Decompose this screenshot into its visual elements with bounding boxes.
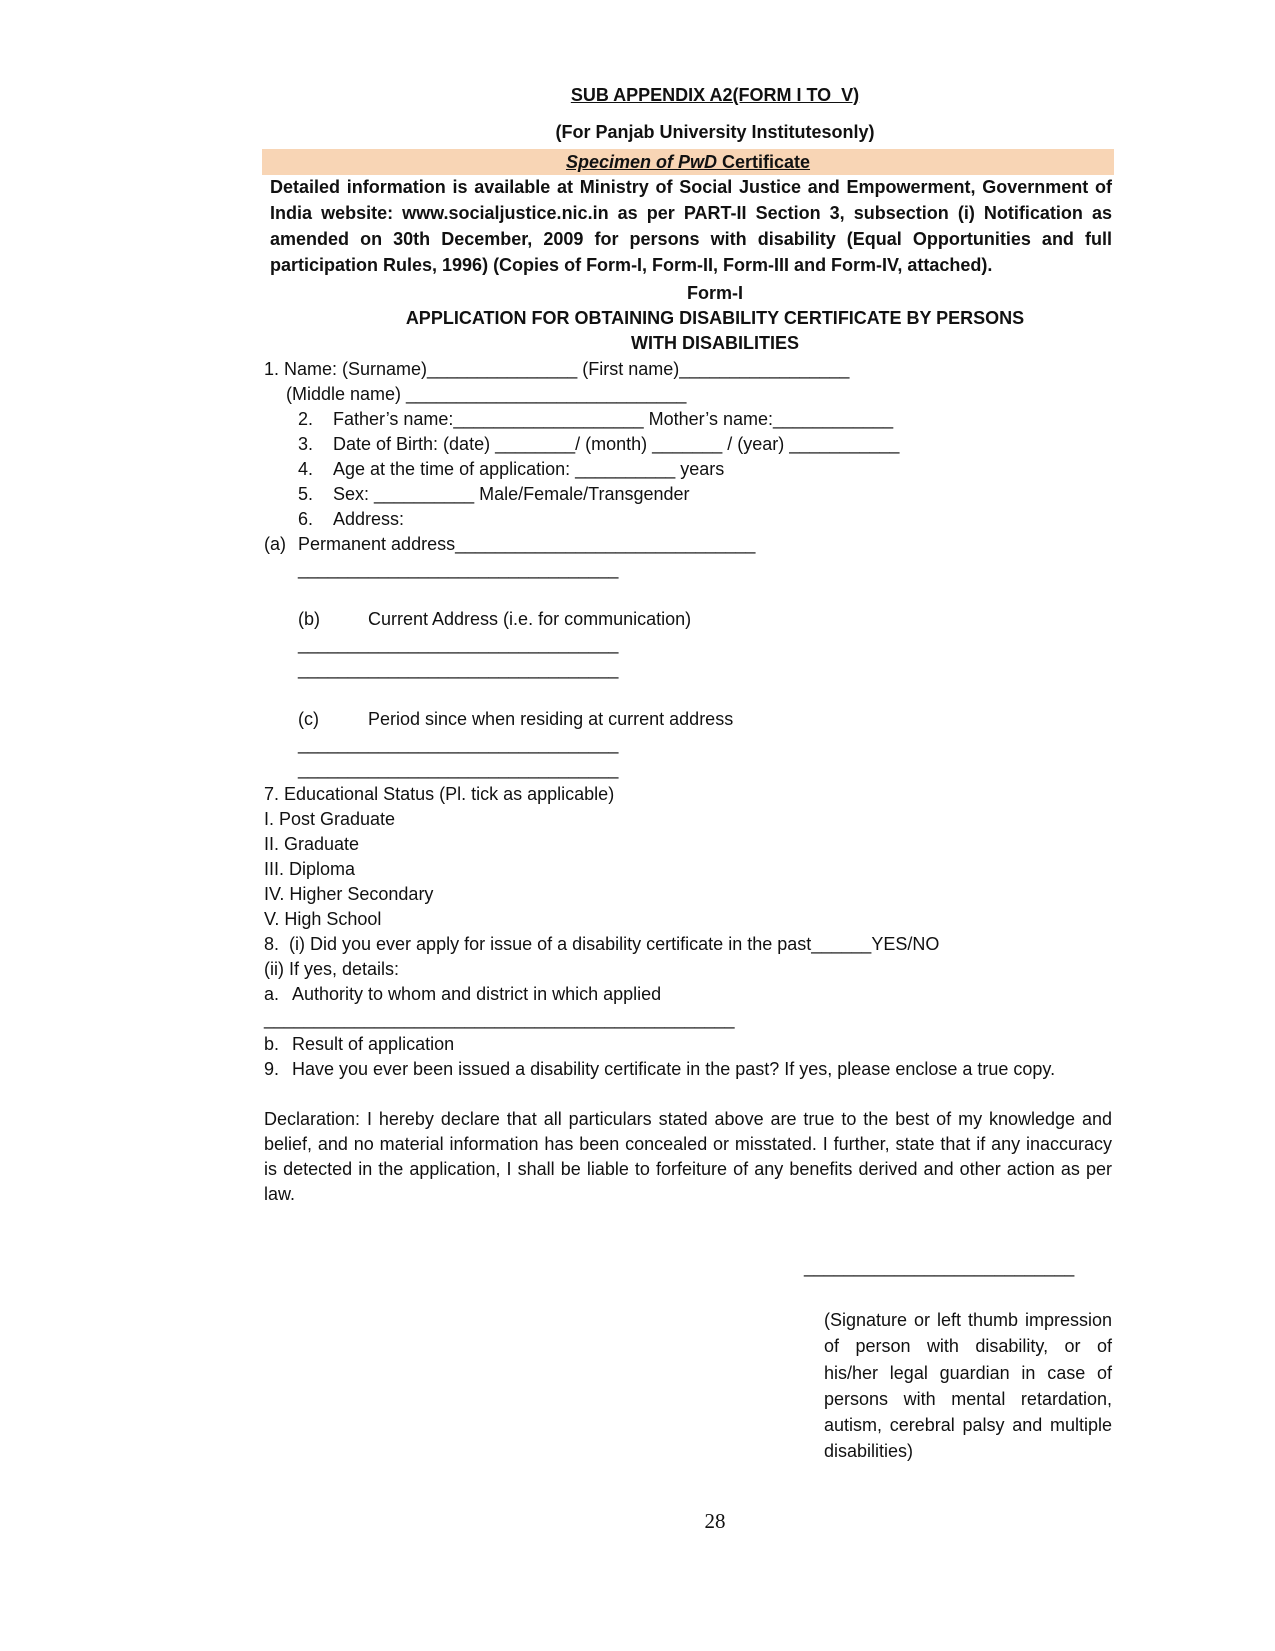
- item-number: 3.: [298, 434, 314, 454]
- parents-name-field-line: Father’s name:___________________ Mother’s name:____________: [333, 409, 894, 429]
- form-label: Form-I: [687, 283, 743, 303]
- blank-line: ________________________________: [298, 634, 619, 654]
- details-heading: (ii) If yes, details:: [264, 959, 400, 979]
- blank-line: _______________________________________________: [264, 1009, 735, 1029]
- blank-line: ________________________________: [298, 659, 619, 679]
- previous-application-question: 8. (i) Did you ever apply for issue of a disability certificate in the past______YES/NO: [264, 934, 940, 954]
- educational-status-heading: 7. Educational Status (Pl. tick as applicable): [264, 784, 615, 804]
- page-number: 28: [704, 1509, 726, 1533]
- education-option: IV. Higher Secondary: [264, 884, 434, 904]
- sex-field-line: Sex: __________ Male/Female/Transgender: [333, 484, 690, 504]
- signature-line: ___________________________: [804, 1257, 1075, 1277]
- authority-label: Authority to whom and district in which applied: [292, 984, 662, 1004]
- item-number: 2.: [298, 409, 314, 429]
- info-paragraph: Detailed information is available at Ministry of Social Justice and Empowerment, Government of India website: www.socialjustice.nic.in as per PART-II Section 3, subsection (i) Notification as amended on 30th December, 2009 for persons with disability (Equal Opportunities and full participation Rules, 1996) (Copies of Form-I, Form-II, Form-III and Form-IV, attached).: [270, 177, 1112, 275]
- address-heading: Address:: [333, 509, 405, 529]
- education-option: V. High School: [264, 909, 382, 929]
- item-number: 9.: [264, 1059, 280, 1079]
- blank-line: ________________________________: [298, 559, 619, 579]
- specimen-rest: Certificate: [716, 152, 811, 172]
- declaration-paragraph: Declaration: I hereby declare that all particulars stated above are true to the best of my knowledge and belief, and no material information has been concealed or misstated. I further, state that if any inaccuracy is detected in the application, I shall be liable to forfeiture of any benefits derived and other action as per law.: [264, 1109, 1112, 1204]
- form-title-line2: WITH DISABILITIES: [631, 333, 799, 353]
- residing-period-label: Period since when residing at current address: [368, 709, 734, 729]
- signature-note: (Signature or left thumb impression of person with disability, or of his/her legal guardian in case of persons with mental retardation, autism, cerebral palsy and multiple disabilities): [824, 1310, 1112, 1462]
- date-of-birth-field-line: Date of Birth: (date) ________/ (month) _______ / (year) ___________: [333, 434, 900, 454]
- item-number: 6.: [298, 509, 314, 529]
- education-option: III. Diploma: [264, 859, 356, 879]
- institutes-note: (For Panjab University Institutesonly): [555, 122, 875, 142]
- blank-line: ________________________________: [298, 734, 619, 754]
- age-field-line: Age at the time of application: __________ years: [333, 459, 725, 479]
- education-option: I. Post Graduate: [264, 809, 396, 829]
- address-a-label: (a): [264, 534, 286, 554]
- current-address-label: Current Address (i.e. for communication): [368, 609, 692, 629]
- previous-certificate-question: Have you ever been issued a disability certificate in the past? If yes, please enclose a true copy.: [292, 1059, 1056, 1079]
- education-option: II. Graduate: [264, 834, 360, 854]
- appendix-title: SUB APPENDIX A2(FORM I TO V): [570, 85, 860, 105]
- result-label: Result of application: [292, 1034, 455, 1054]
- address-c-label: (c): [298, 709, 319, 729]
- specimen-italic: Specimen of PwD: [565, 152, 717, 172]
- item-letter: b.: [264, 1034, 280, 1054]
- form-title-line1: APPLICATION FOR OBTAINING DISABILITY CERTIFICATE BY PERSONS: [405, 308, 1025, 328]
- item-letter: a.: [264, 984, 280, 1004]
- specimen-heading: [262, 149, 1114, 175]
- item-number: 4.: [298, 459, 314, 479]
- middle-name-field-line: (Middle name) ____________________________: [286, 384, 687, 404]
- address-b-label: (b): [298, 609, 320, 629]
- blank-line: ________________________________: [298, 759, 619, 779]
- item-number: 5.: [298, 484, 314, 504]
- permanent-address-field-line: Permanent address______________________________: [298, 534, 756, 554]
- name-field-line: 1. Name: (Surname)_______________ (First name)_________________: [264, 359, 850, 379]
